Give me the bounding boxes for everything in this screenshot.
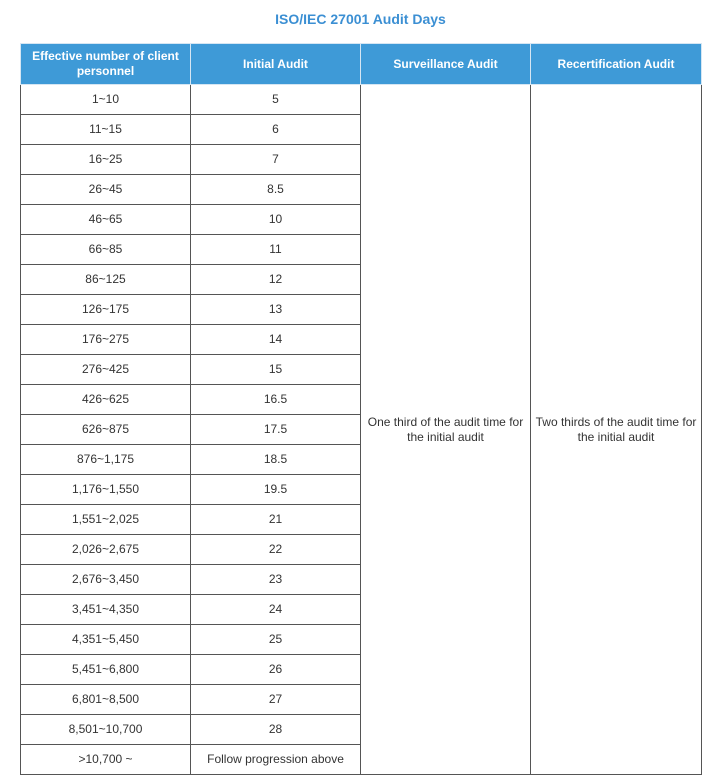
table-header-row (21, 44, 702, 85)
personnel-cell: 176~275 (21, 325, 191, 355)
initial-audit-cell: 26 (191, 655, 361, 685)
header-surveillance-audit: Surveillance Audit (361, 44, 531, 85)
personnel-cell: 426~625 (21, 385, 191, 415)
initial-audit-cell: 18.5 (191, 445, 361, 475)
initial-audit-cell: 21 (191, 505, 361, 535)
initial-audit-cell: 7 (191, 145, 361, 175)
personnel-cell: 86~125 (21, 265, 191, 295)
initial-audit-cell: 16.5 (191, 385, 361, 415)
initial-audit-cell: 14 (191, 325, 361, 355)
personnel-cell: 1~10 (21, 85, 191, 115)
personnel-cell: 6,801~8,500 (21, 685, 191, 715)
personnel-cell: 16~25 (21, 145, 191, 175)
personnel-cell: 5,451~6,800 (21, 655, 191, 685)
initial-audit-cell: 17.5 (191, 415, 361, 445)
personnel-cell: 66~85 (21, 235, 191, 265)
header-personnel: Effective number of client personnel (21, 44, 191, 85)
personnel-cell: 626~875 (21, 415, 191, 445)
personnel-cell: 276~425 (21, 355, 191, 385)
recertification-audit-cell: Two thirds of the audit time for the initial audit (531, 85, 702, 775)
initial-audit-cell: 25 (191, 625, 361, 655)
personnel-cell: 2,026~2,675 (21, 535, 191, 565)
personnel-cell: 3,451~4,350 (21, 595, 191, 625)
initial-audit-cell: 11 (191, 235, 361, 265)
personnel-cell: 2,676~3,450 (21, 565, 191, 595)
personnel-cell: >10,700 ~ (21, 745, 191, 775)
initial-audit-cell: 13 (191, 295, 361, 325)
personnel-cell: 1,176~1,550 (21, 475, 191, 505)
surveillance-audit-cell: One third of the audit time for the initial audit (361, 85, 531, 775)
initial-audit-cell: 8.5 (191, 175, 361, 205)
initial-audit-cell: 5 (191, 85, 361, 115)
personnel-cell: 4,351~5,450 (21, 625, 191, 655)
initial-audit-cell: 22 (191, 535, 361, 565)
initial-audit-cell: 6 (191, 115, 361, 145)
initial-audit-cell: 23 (191, 565, 361, 595)
initial-audit-cell: 12 (191, 265, 361, 295)
personnel-cell: 46~65 (21, 205, 191, 235)
initial-audit-cell: 28 (191, 715, 361, 745)
personnel-cell: 1,551~2,025 (21, 505, 191, 535)
initial-audit-cell: 15 (191, 355, 361, 385)
personnel-cell: 11~15 (21, 115, 191, 145)
initial-audit-cell: 27 (191, 685, 361, 715)
audit-days-table (20, 43, 702, 775)
personnel-cell: 876~1,175 (21, 445, 191, 475)
table-row (21, 85, 702, 115)
header-recertification-audit: Recertification Audit (531, 44, 702, 85)
personnel-cell: 26~45 (21, 175, 191, 205)
initial-audit-cell: 19.5 (191, 475, 361, 505)
personnel-cell: 8,501~10,700 (21, 715, 191, 745)
table-body (21, 85, 702, 775)
initial-audit-cell: Follow progression above (191, 745, 361, 775)
page-title: ISO/IEC 27001 Audit Days (275, 11, 446, 27)
header-initial-audit: Initial Audit (191, 44, 361, 85)
personnel-cell: 126~175 (21, 295, 191, 325)
initial-audit-cell: 24 (191, 595, 361, 625)
initial-audit-cell: 10 (191, 205, 361, 235)
